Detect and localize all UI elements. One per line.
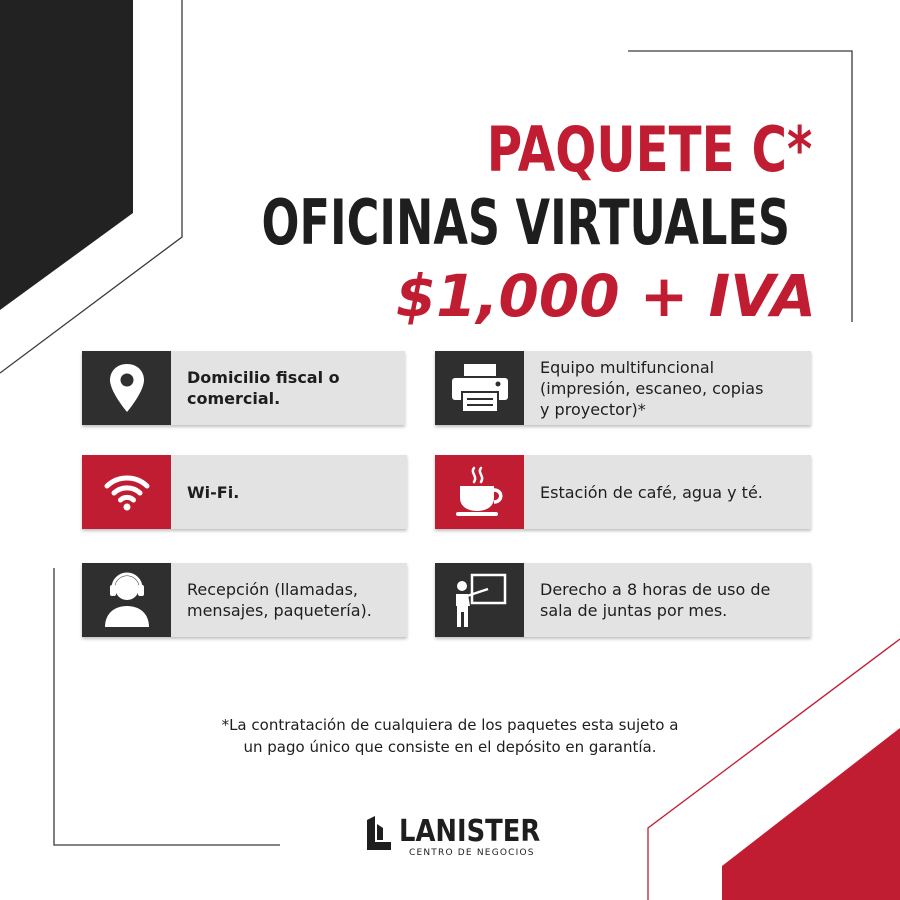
feature-card-printer [435,351,811,425]
footnote-line-1: *La contratación de cualquiera de los paquetes esta sujeto a [221,716,679,734]
feature-card-coffee [435,455,811,529]
feature-text-address: Domicilio fiscal o comercial. [187,368,340,408]
presenter-board-icon [435,563,524,637]
dark-corner-shape [0,0,133,310]
receptionist-icon [82,563,171,637]
package-price: $1,000 + IVA [395,262,816,330]
wifi-icon [82,455,171,529]
brand-tagline: CENTRO DE NEGOCIOS [409,848,535,858]
feature-text-reception: Recepción (llamadas, mensajes, paquetería). [187,580,372,620]
package-subtitle: OFICINAS VIRTUALES [261,186,790,259]
feature-card-reception [82,563,407,637]
brand-logo [365,812,555,862]
footnote [150,714,750,758]
footnote-line-2: un pago único que consiste en el depósito en garantía. [243,738,657,756]
feature-text-printer: Equipo multifuncional (impresión, escaneo, copias y proyector)* [540,357,764,419]
brand-name: LANISTER [399,814,541,849]
feature-text-wifi: Wi-Fi. [187,482,240,502]
logo-mark-icon [365,814,393,852]
package-title: PAQUETE C* [486,113,812,186]
location-pin-icon [82,351,171,425]
feature-card-wifi [82,455,407,529]
feature-card-address [82,351,405,425]
feature-text-meeting-room: Derecho a 8 horas de uso de sala de juntas por mes. [540,580,771,620]
feature-text-coffee: Estación de café, agua y té. [540,482,763,502]
coffee-cup-icon [435,455,524,529]
feature-card-meeting-room [435,563,811,637]
printer-icon [435,351,524,425]
